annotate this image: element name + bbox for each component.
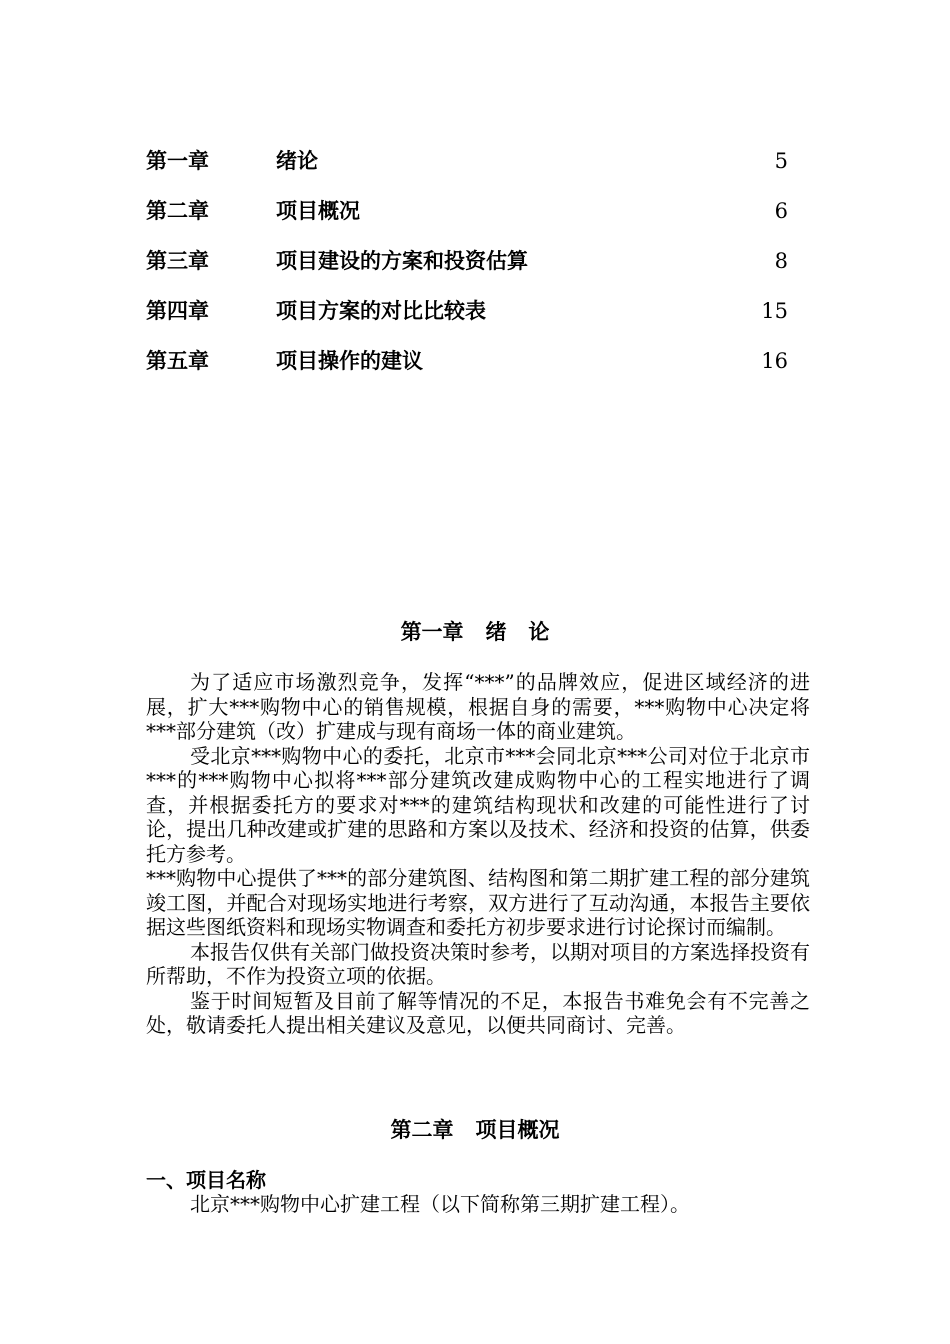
toc-page-number: 6 (774, 199, 788, 223)
chapter-1-body (146, 670, 810, 1038)
body-paragraph: 本报告仅供有关部门做投资决策时参考，以期对项目的方案选择投资有所帮助，不作为投资立项的依据。 (146, 939, 810, 988)
toc-chapter-title: 绪论 (276, 149, 318, 173)
toc-page-number: 15 (761, 299, 788, 323)
chapter-2-heading: 第二章 项目概况 (390, 1118, 560, 1142)
body-paragraph: ***购物中心提供了***的部分建筑图、结构图和第二期扩建工程的部分建筑竣工图，并配合对现场实地进行考察，双方进行了互动沟通，本报告主要依据这些图纸资料和现场实物调查和委托方初步要求进行讨论探讨而编制。 (146, 866, 810, 939)
section-heading: 一、项目名称 (146, 1168, 266, 1192)
toc-chapter-number: 第五章 (146, 349, 209, 373)
toc-entry (146, 143, 806, 193)
toc-page-number: 8 (774, 249, 788, 273)
toc-chapter-number: 第一章 (146, 149, 209, 173)
toc-entry (146, 193, 806, 243)
toc-chapter-number: 第四章 (146, 299, 209, 323)
chapter-2-body (146, 1192, 810, 1217)
toc-chapter-title: 项目概况 (276, 199, 360, 223)
toc-chapter-number: 第二章 (146, 199, 209, 223)
toc-chapter-title: 项目建设的方案和投资估算 (276, 249, 528, 273)
table-of-contents (146, 143, 806, 393)
toc-entry (146, 343, 806, 393)
body-paragraph: 鉴于时间短暂及目前了解等情况的不足，本报告书难免会有不完善之处，敬请委托人提出相关建议及意见，以便共同商讨、完善。 (146, 988, 810, 1037)
toc-chapter-number: 第三章 (146, 249, 209, 273)
toc-chapter-title: 项目操作的建议 (276, 349, 423, 373)
toc-entry (146, 243, 806, 293)
body-paragraph: 受北京***购物中心的委托，北京市***会同北京***公司对位于北京市***的***购物中心拟将***部分建筑改建成购物中心的工程实地进行了调查，并根据委托方的要求对***的建筑结构现状和改建的可能性进行了讨论，提出几种改建或扩建的思路和方案以及技术、经济和投资的估算，供委托方参考。 (146, 743, 810, 866)
body-paragraph: 为了适应市场激烈竞争，发挥“***”的品牌效应，促进区域经济的进展，扩大***购物中心的销售规模，根据自身的需要，***购物中心决定将***部分建筑（改）扩建成与现有商场一体的商业建筑。 (146, 670, 810, 743)
toc-page-number: 16 (761, 349, 788, 373)
toc-entry (146, 293, 806, 343)
toc-chapter-title: 项目方案的对比比较表 (276, 299, 486, 323)
chapter-1-heading: 第一章 绪 论 (400, 620, 550, 644)
toc-page-number: 5 (774, 149, 788, 173)
body-paragraph: 北京***购物中心扩建工程（以下简称第三期扩建工程）。 (190, 1192, 690, 1216)
